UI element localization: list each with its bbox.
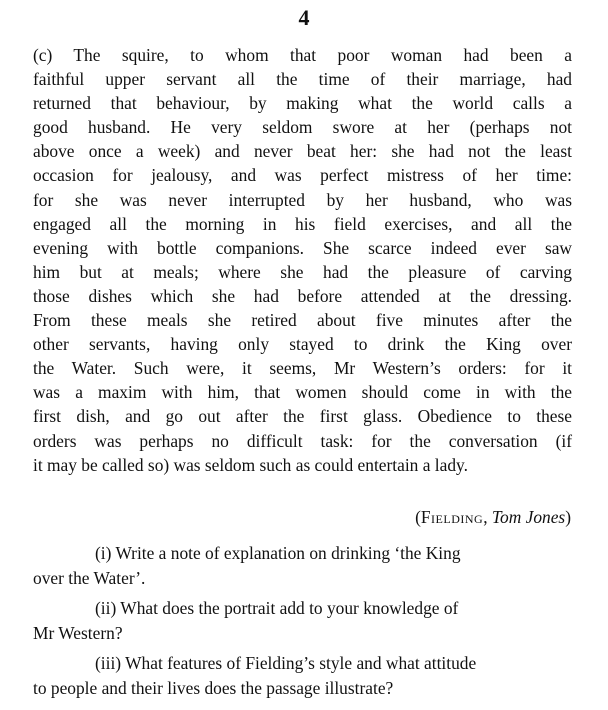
- passage-line: orders was perhaps no difficult task: for the conversation (if: [33, 430, 572, 451]
- passage-line: him but at meals; where she had the pleasure of carving: [33, 261, 572, 282]
- passage-line: faithful upper servant all the time of their marriage, had: [33, 69, 572, 90]
- question-iii: [33, 651, 578, 701]
- passage-line: From these meals she retired about five minutes after the: [33, 310, 572, 331]
- passage-line: (c) The squire, to whom that poor woman had been a: [33, 45, 572, 65]
- attribution-close-paren: ): [565, 507, 571, 527]
- attribution-author: Fielding: [420, 507, 484, 527]
- attribution-work-title: Tom Jones: [491, 507, 566, 527]
- question-text-line: over the Water’.: [33, 568, 146, 588]
- passage-line: occasion for jealousy, and was perfect mistress of her time:: [33, 165, 572, 186]
- question-text-line: (i) Write a note of explanation on drinking ‘the King: [95, 543, 461, 563]
- passage-line: engaged all the morning in his field exercises, and all the: [33, 213, 572, 234]
- passage-line: good husband. He very seldom swore at her (perhaps not: [33, 117, 572, 138]
- passage-line: for she was never interrupted by her husband, who was: [33, 189, 572, 210]
- question-text-line: to people and their lives does the passage illustrate?: [33, 678, 394, 698]
- passage-line: first dish, and go out after the first glass. Obedience to these: [33, 406, 572, 427]
- question-text-line: Mr Western?: [33, 623, 123, 643]
- attribution-open-paren: (: [415, 507, 421, 527]
- passage-line: other servants, having only stayed to drink the King over: [33, 334, 572, 355]
- question-ii: [33, 596, 578, 646]
- passage: [33, 43, 572, 477]
- question-text-line: (iii) What features of Fielding’s style and what attitude: [95, 653, 477, 673]
- source-attribution: [415, 505, 571, 529]
- passage-line: those dishes which she had before attended at the dressing.: [33, 285, 572, 306]
- passage-line: was a maxim with him, that women should come in with the: [33, 382, 572, 403]
- page-number: 4: [298, 5, 310, 30]
- passage-line: evening with bottle companions. She scarce indeed ever saw: [33, 237, 572, 258]
- question-text-line: (ii) What does the portrait add to your knowledge of: [95, 598, 459, 618]
- attribution-separator: ,: [483, 507, 492, 527]
- passage-line: the Water. Such were, it seems, Mr Western’s orders: for it: [33, 358, 572, 379]
- passage-line: returned that behaviour, by making what the world calls a: [33, 93, 572, 114]
- passage-line: it may be called so) was seldom such as could entertain a lady.: [33, 454, 468, 475]
- question-i: [33, 541, 578, 591]
- passage-line: above once a week) and never beat her: she had not the least: [33, 141, 572, 162]
